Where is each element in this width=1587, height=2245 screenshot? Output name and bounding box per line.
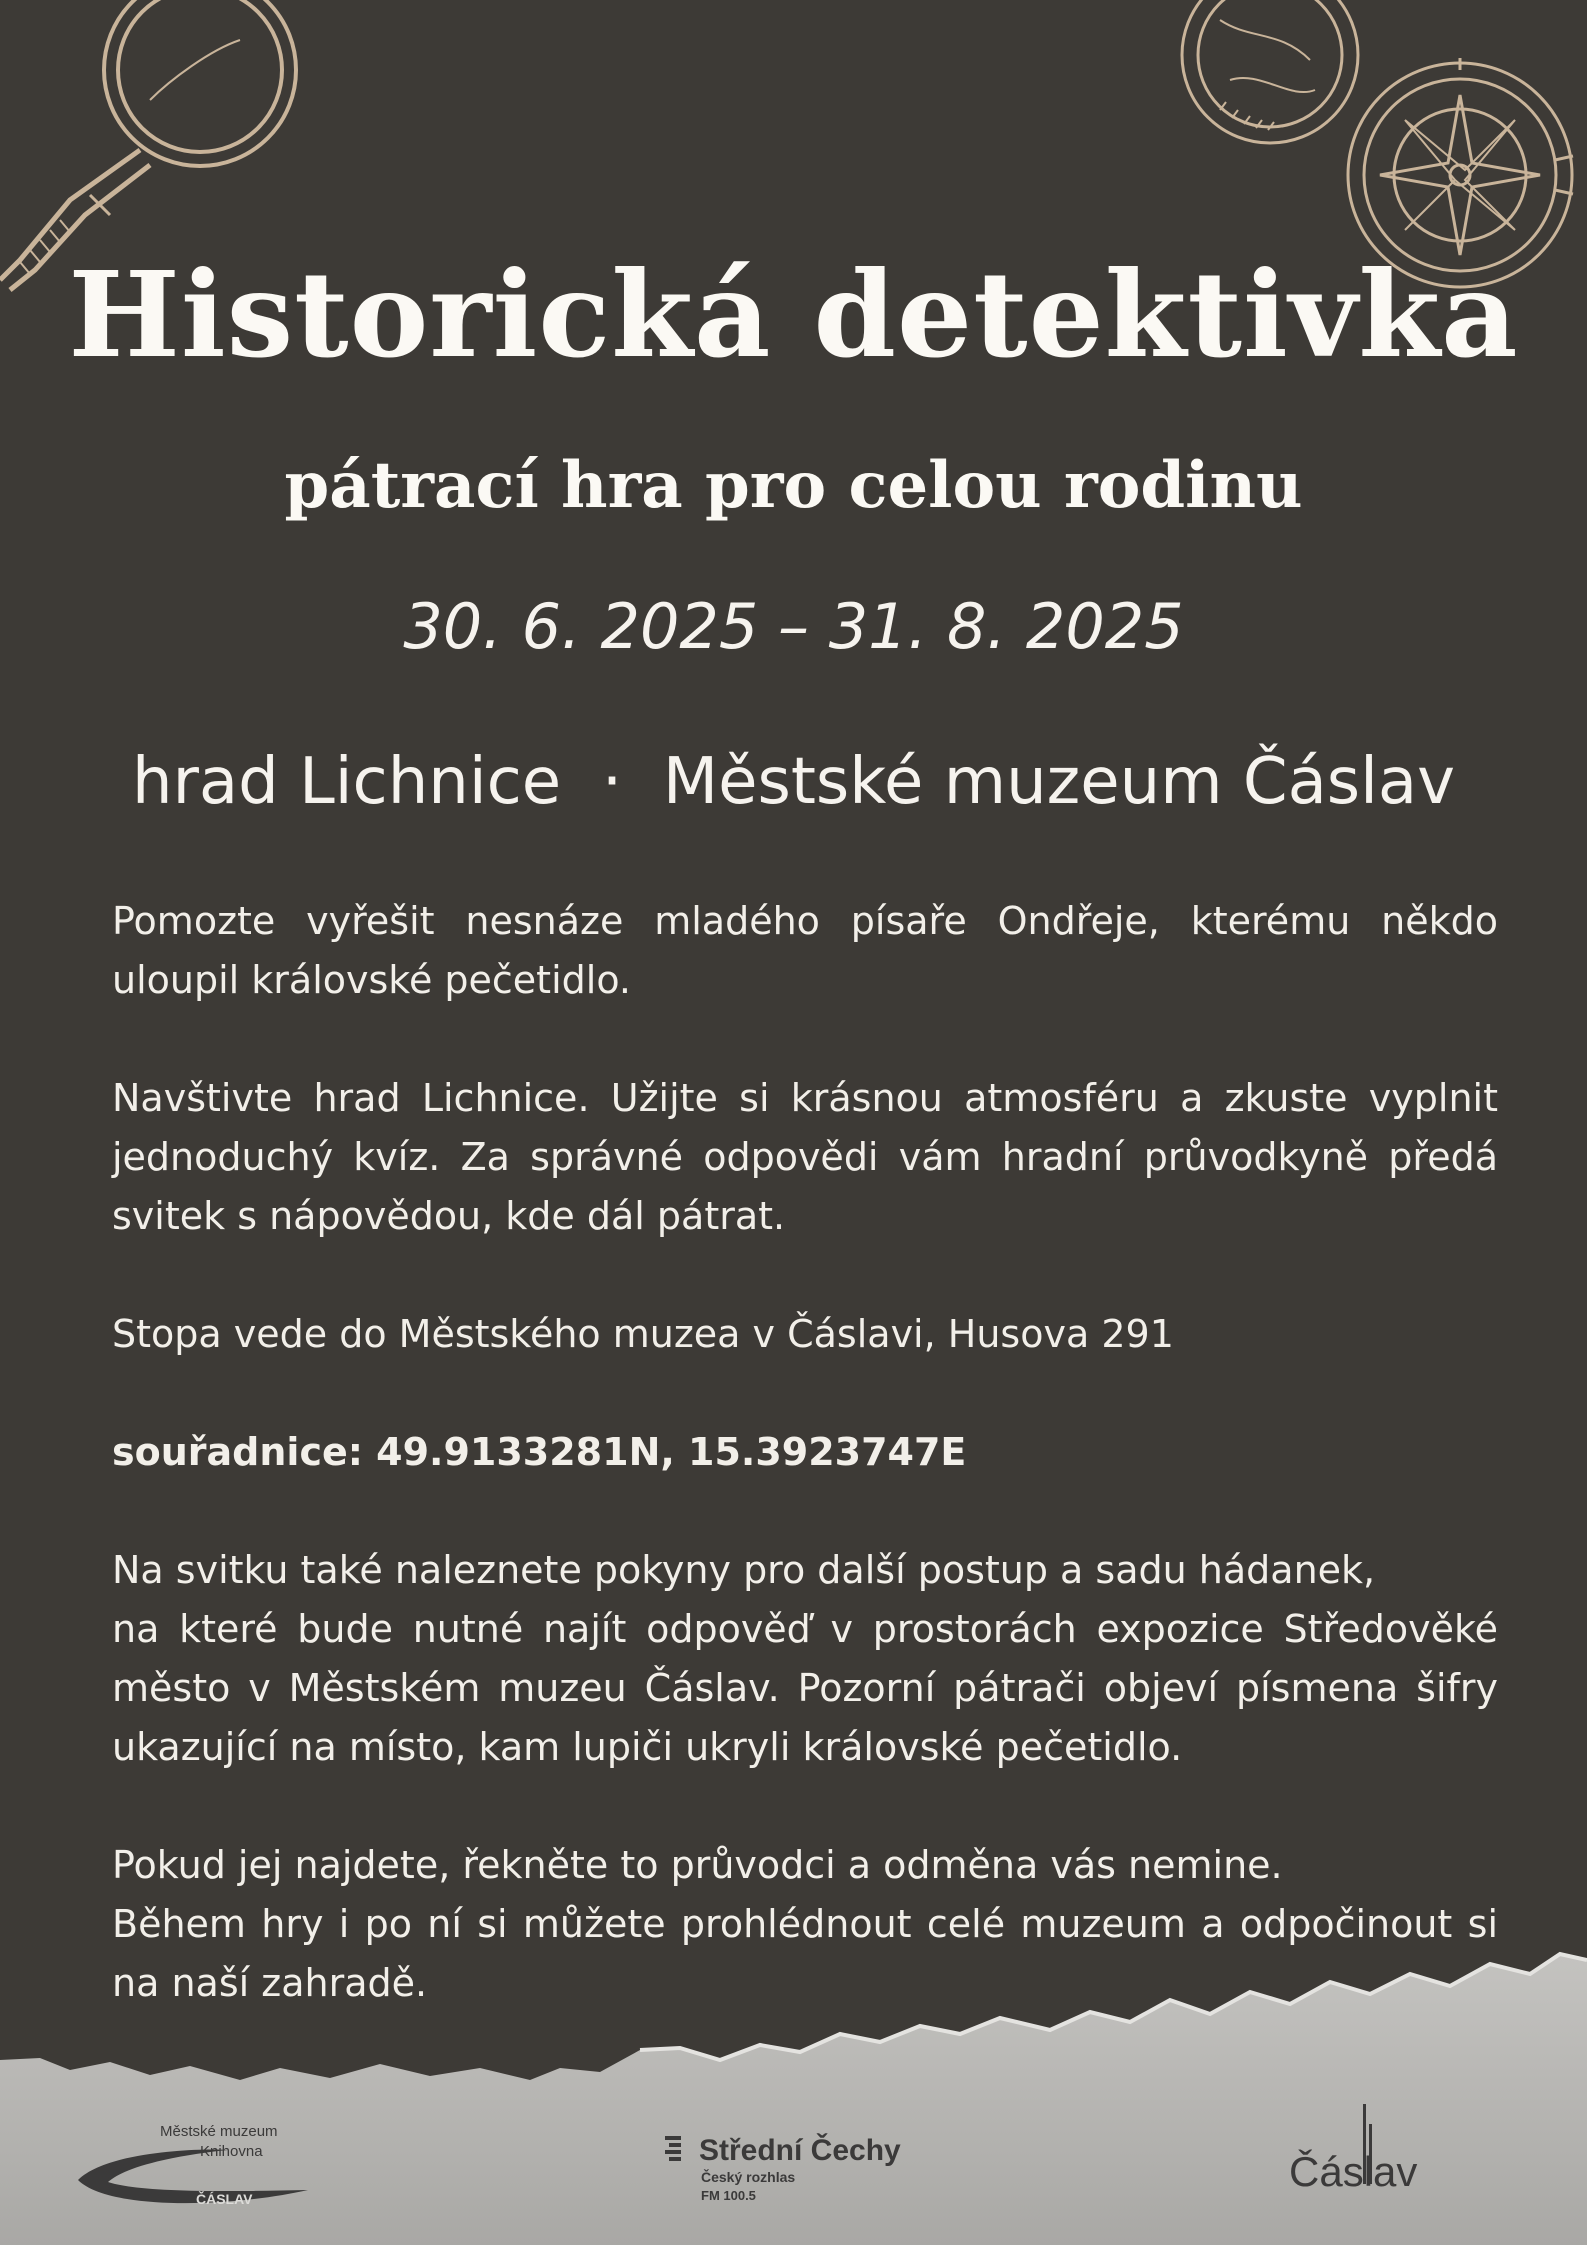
footer-logos xyxy=(0,2080,1587,2245)
event-venues: hrad Lichnice · Městské muzeum Čáslav xyxy=(132,745,1455,819)
paragraph-scroll-line1: Na svitku také naleznete pokyny pro další postup a sadu hádanek, xyxy=(112,1548,1376,1592)
paragraph-scroll-rest: na které bude nutné najít odpověď v prostorách expozice Středověké město v Městském muzeu Čáslav. Pozorní pátrači objeví písmena šifry ukazující na místo, kam lupiči ukryli královské pečetidlo. xyxy=(112,1607,1498,1769)
poster-subtitle: pátrací hra pro celou rodinu xyxy=(284,448,1303,523)
paragraph-coordinates: souřadnice: 49.9133281N, 15.3923747E xyxy=(112,1430,967,1474)
town-logo-text: Čáslav xyxy=(1289,2148,1418,2195)
event-dates: 30. 6. 2025 – 31. 8. 2025 xyxy=(403,590,1184,663)
paragraph-lichnice: Navštivte hrad Lichnice. Užijte si krásnou atmosféru a zkuste vyplnit jednoduchý kvíz. Za správné odpovědi vám hradní průvodkyně předá svitek s nápovědou, kde dál pátrat. xyxy=(112,1076,1498,1238)
paragraph-reward-rest: Během hry i po ní si můžete prohlédnout celé muzeum a odpočinout si na naší zahradě. xyxy=(112,1902,1498,2005)
radio-logo-sub1: Český rozhlas xyxy=(701,2169,796,2185)
paragraph-reward-line1: Pokud jej najdete, řekněte to průvodci a odměna vás nemine. xyxy=(112,1843,1283,1887)
poster-title: Historická detektivka xyxy=(68,245,1519,384)
paragraph-scroll xyxy=(112,1541,1498,1777)
radio-logo-name: Střední Čechy xyxy=(699,2134,901,2167)
radio-logo-sub2: FM 100.5 xyxy=(701,2188,756,2203)
paragraph-intro: Pomozte vyřešit nesnáze mladého písaře Ondřeje, kterému někdo uloupil královské pečetidlo. xyxy=(112,899,1498,1002)
paragraph-museum-address: Stopa vede do Městského muzea v Čáslavi, Husova 291 xyxy=(112,1312,1174,1356)
poster-body xyxy=(112,892,1498,2072)
radio-logo xyxy=(665,2130,935,2210)
museum-logo xyxy=(68,2120,318,2215)
museum-logo-line3: ČÁSLAV xyxy=(196,2191,253,2207)
town-logo xyxy=(1285,2100,1445,2210)
museum-logo-line1: Městské muzeum xyxy=(160,2123,278,2140)
museum-logo-line2: Knihovna xyxy=(200,2143,263,2160)
